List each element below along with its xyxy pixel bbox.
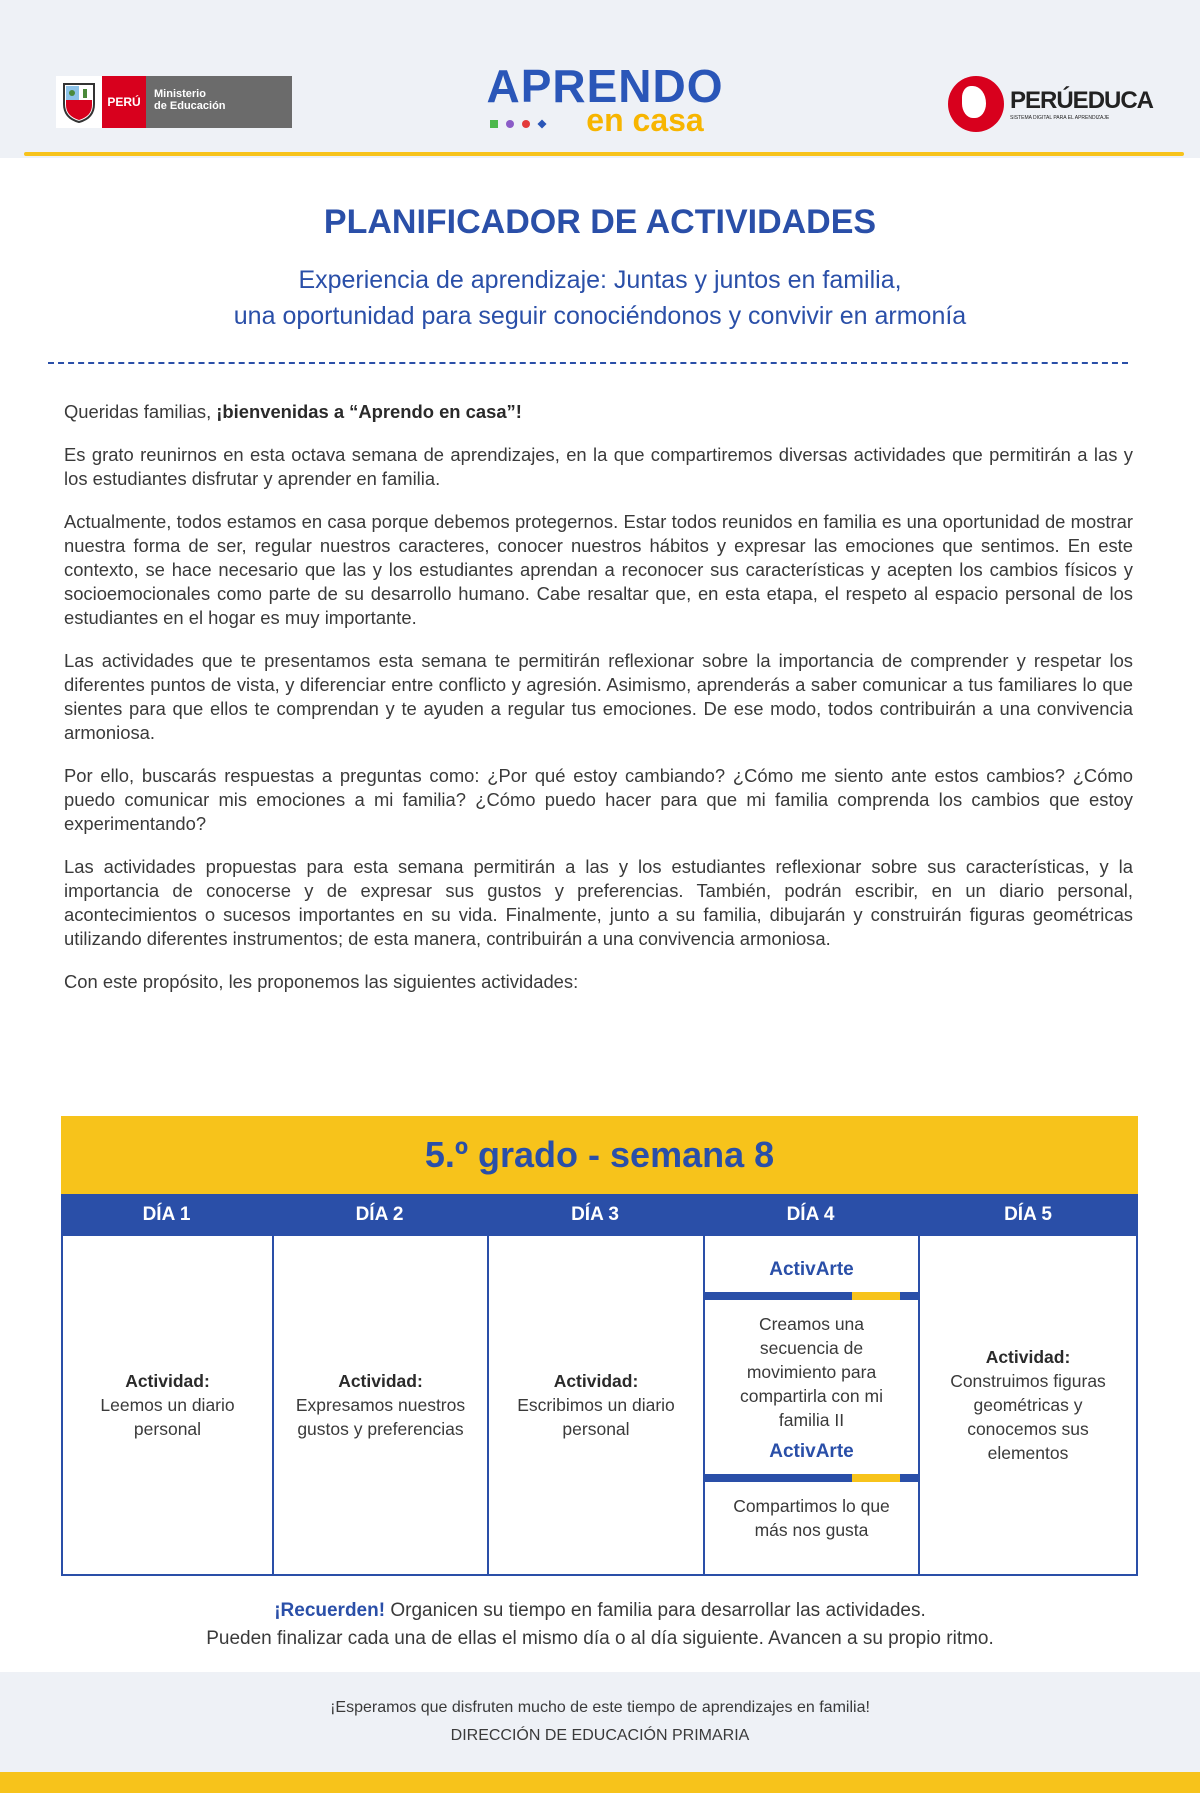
coat-of-arms-icon: [56, 76, 102, 128]
day-2-activity: Expresamos nuestros gustos y preferencias: [295, 1395, 466, 1439]
peru-label: PERÚ: [102, 76, 146, 128]
day-5-activity: Construimos figuras geométricas y conocemos sus elementos: [950, 1371, 1106, 1463]
activity-label: Actividad:: [985, 1347, 1071, 1367]
footer-message: ¡Esperamos que disfruten mucho de este tiempo de aprendizajes en familia!: [330, 1699, 870, 1716]
paragraph-6: Con este propósito, les proponemos las siguientes actividades:: [64, 971, 579, 992]
footer-bar: [0, 1772, 1200, 1793]
header-divider: [24, 152, 1184, 156]
day-5-cell: [920, 1236, 1136, 1574]
perueduca-name: PERÚEDUCA: [1010, 87, 1154, 114]
paragraph-5: Las actividades propuestas para esta semana permitirán a las y los estudiantes reflexionar sobre sus características, y la importancia de conocerse y de expresar sus gustos y preferencias. También, podrán escribir, en un diario personal, acontecimientos o sucesos importantes en su vida. Finalmente, junto a su familia, dibujarán y construirán figuras geométricas utilizando diferentes instrumentos; de esta manera, contribuirán a una convivencia armoniosa.: [64, 856, 1133, 949]
day-4-activity-2: Compartimos lo que más nos gusta: [733, 1496, 890, 1540]
activarte-title-1: ActivArte: [769, 1259, 854, 1280]
activarte-bar-1: [704, 1292, 920, 1300]
paragraph-3: Las actividades que te presentamos esta semana te permitirán reflexionar sobre la importancia de comprender y respetar los diferentes puntos de vista, y diferenciar entre conflicto y agresión. Asimismo, aprenderás a saber comunicar a tus familiares lo que sientes para que ellos te comprendan y te ayuden a regular tus emociones. De ese modo, todos contribuirán a una convivencia armoniosa.: [64, 650, 1133, 743]
table-body: [61, 1236, 1138, 1576]
activity-label: Actividad:: [125, 1371, 210, 1391]
dashed-divider: [48, 362, 1128, 364]
page-footer: [0, 1672, 1200, 1772]
ministry-label: Ministerio de Educación: [146, 76, 292, 128]
day-header-2: DÍA 2: [355, 1204, 404, 1225]
perueduca-logo: [948, 76, 1162, 132]
weekly-planner-table: [61, 1116, 1138, 1576]
day-4-activity-1: Creamos una secuencia de movimiento para compartirla con mi familia II: [740, 1314, 883, 1430]
day-header-3: DÍA 3: [571, 1204, 619, 1225]
page-header: [0, 0, 1200, 158]
day-3-activity: Escribimos un diario personal: [517, 1395, 675, 1439]
peru-map-icon: [948, 76, 1004, 132]
day-3-cell: [489, 1236, 705, 1574]
greeting-paragraph: Queridas familias, ¡bienvenidas a “Aprendo en casa”!: [64, 401, 522, 422]
logo-shapes-icon: [490, 120, 546, 128]
activity-label: Actividad:: [553, 1371, 639, 1391]
day-header-5: DÍA 5: [1004, 1204, 1052, 1225]
page-subtitle: Experiencia de aprendizaje: Juntas y juntos en familia, una oportunidad para seguir conociéndonos y convivir en armonía: [233, 266, 967, 330]
intro-text: [64, 400, 1133, 1013]
paragraph-4: Por ello, buscarás respuestas a preguntas como: ¿Por qué estoy cambiando? ¿Cómo me siento ante estos cambios? ¿Cómo puedo comunicar mis emociones a mi familia? ¿Cómo puedo hacer para que mi familia comprenda los cambios que estoy experimentando?: [64, 765, 1133, 834]
aprendo-en-casa-logo: [470, 62, 740, 142]
en-casa-title: en casa: [586, 102, 704, 138]
page-title: PLANIFICADOR DE ACTIVIDADES: [323, 203, 877, 241]
perueduca-subtitle: SISTEMA DIGITAL PARA EL APRENDIZAJE: [1010, 115, 1110, 121]
activarte-title-2: ActivArte: [769, 1441, 854, 1462]
day-4-cell: [705, 1236, 920, 1574]
day-header-4: DÍA 4: [786, 1204, 835, 1225]
reminder-note: ¡Recuerden! Organicen su tiempo en familia para desarrollar las actividades. Pueden finalizar cada una de ellas el mismo día o al día siguiente. Avancen a su propio ritmo.: [206, 1600, 994, 1649]
day-1-cell: [63, 1236, 274, 1574]
minedu-logo: [56, 76, 292, 128]
day-2-cell: [274, 1236, 489, 1574]
paragraph-2: Actualmente, todos estamos en casa porque debemos protegernos. Estar todos reunidos en familia es una oportunidad de mostrar nuestra forma de ser, regular nuestros caracteres, conocer nuestros hábitos y expresar las emociones que sentimos. En este contexto, se hace necesario que las y los estudiantes aprendan a reconocer sus características y acepten los cambios físicos y socioemocionales como parte de su desarrollo humano. Cabe resaltar que, en esta etapa, el respeto al espacio personal de los estudiantes en el hogar es muy importante.: [64, 511, 1133, 628]
day-header-1: DÍA 1: [142, 1204, 191, 1225]
day-1-activity: Leemos un diario personal: [100, 1395, 235, 1439]
activity-label: Actividad:: [338, 1371, 423, 1391]
paragraph-1: Es grato reunirnos en esta octava semana de aprendizajes, en la que compartiremos diversas actividades que permitirán a las y los estudiantes disfrutar y aprender en familia.: [64, 444, 1133, 489]
reminder-highlight: ¡Recuerden!: [274, 1600, 386, 1621]
aprendo-title: APRENDO: [486, 60, 724, 112]
activarte-bar-2: [704, 1474, 920, 1482]
footer-department: DIRECCIÓN DE EDUCACIÓN PRIMARIA: [450, 1727, 750, 1744]
table-day-headers: [61, 1194, 1138, 1236]
table-heading: 5.º grado - semana 8: [61, 1116, 1138, 1194]
